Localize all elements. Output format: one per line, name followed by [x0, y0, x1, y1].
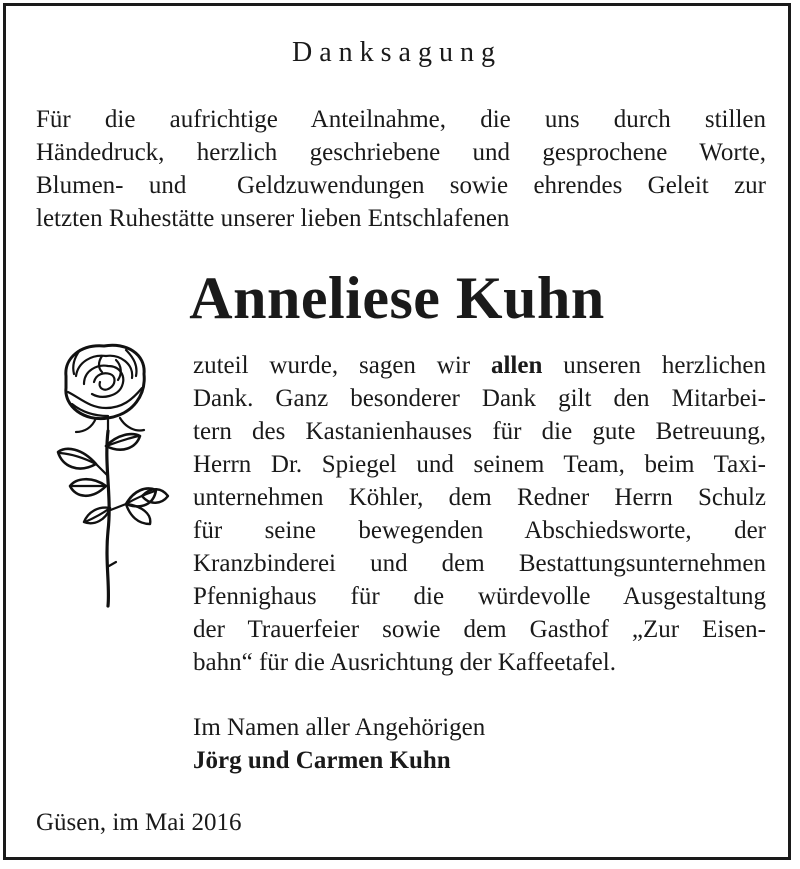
intro-line: Blumen- und Geldzuwendungen sowie ehrendes Geleit zur [36, 172, 766, 199]
body-line: der Trauerfeier sowie dem Gasthof „Zur Eisen- [193, 616, 766, 643]
intro-line: letzten Ruhestätte unserer lieben Entschlafenen [36, 205, 510, 232]
body-line: bahn“ für die Ausrichtung der Kaffeetafel. [193, 649, 616, 676]
body-line-start: zuteil wurde, sagen wir [193, 352, 491, 379]
intro-paragraph [36, 103, 766, 235]
place-date: Güsen, im Mai 2016 [36, 809, 242, 836]
body-line: Dank. Ganz besonderer Dank gilt den Mitarbei- [193, 385, 766, 412]
notice-title: Danksagung [292, 37, 502, 68]
deceased-name: Anneliese Kuhn [189, 265, 605, 331]
intro-line: Für die aufrichtige Anteilnahme, die uns durch stillen [36, 106, 766, 133]
signature-block [193, 711, 485, 777]
body-line: für seine bewegenden Abschiedsworte, der [193, 517, 766, 544]
obituary-notice [3, 3, 791, 860]
rose-icon [46, 336, 171, 611]
body-line: tern des Kastanienhauses für die gute Betreuung, [193, 418, 766, 445]
body-line: unternehmen Köhler, dem Redner Herrn Schulz [193, 484, 766, 511]
body-line-end: unseren herzlichen [542, 352, 766, 379]
body-line [193, 349, 766, 382]
body-line: Herrn Dr. Spiegel und seinem Team, beim Taxi- [193, 451, 766, 478]
emphasis-allen: allen [490, 352, 543, 379]
body-line: Kranzbinderei und dem Bestattungsunternehmen [193, 550, 766, 577]
signature-line: Im Namen aller Angehörigen [193, 714, 486, 741]
intro-line: Händedruck, herzlich geschriebene und gesprochene Worte, [36, 139, 766, 166]
thanks-paragraph [193, 349, 766, 679]
body-line: Pfennighaus für die würdevolle Ausgestaltung [193, 583, 766, 610]
signature-names: Jörg und Carmen Kuhn [193, 747, 451, 774]
